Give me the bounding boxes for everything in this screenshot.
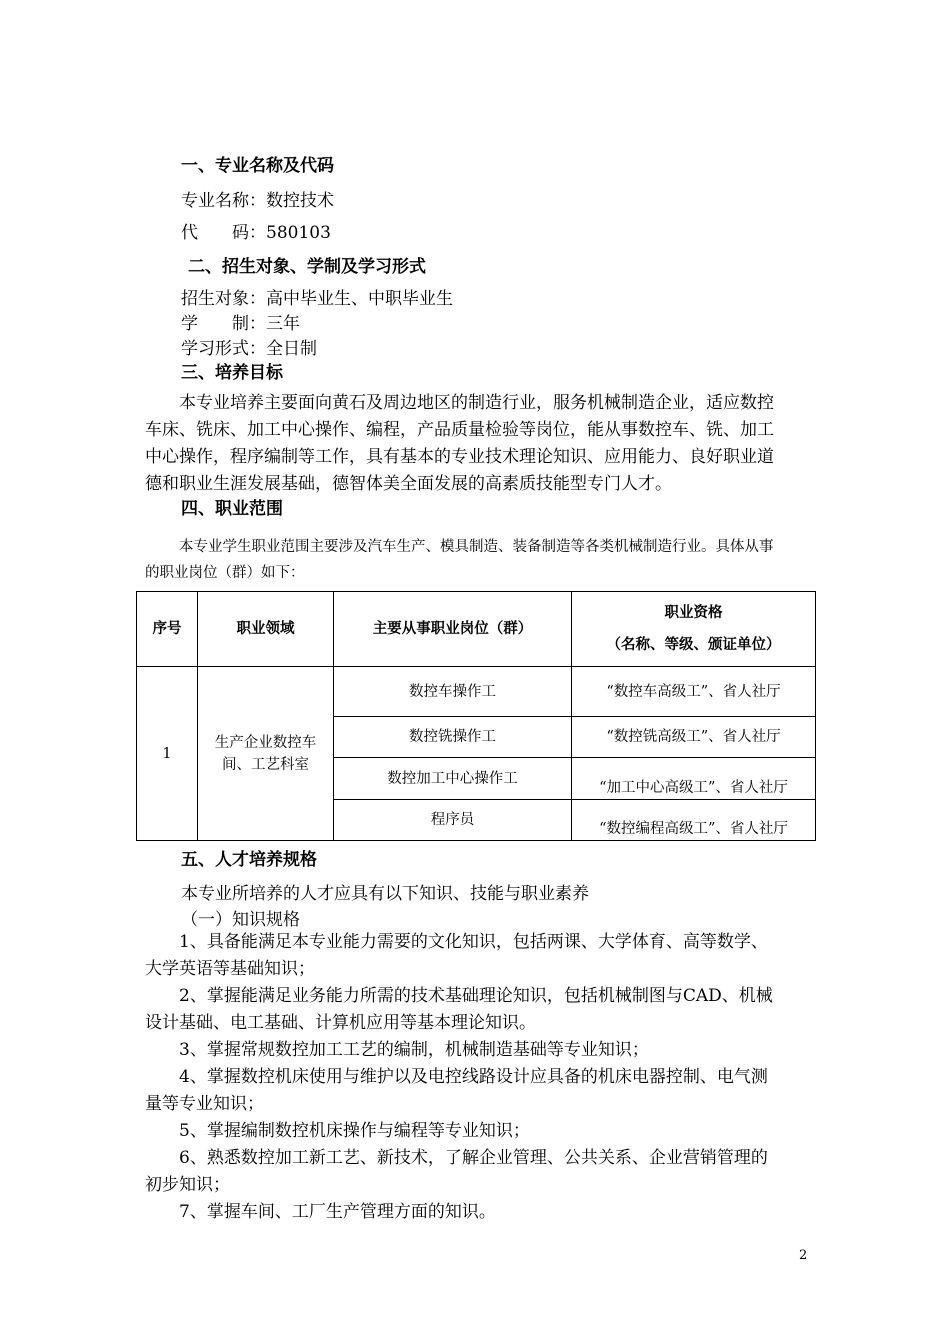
post-cell: 数控车操作工 xyxy=(334,667,572,717)
table-row xyxy=(137,667,816,717)
header-field: 职业领域 xyxy=(198,592,334,667)
list-item: 1、具备能满足本专业能力需要的文化知识，包括两课、大学体育、高等数学、大学英语等基础知识； xyxy=(145,932,768,979)
list-item: 6、熟悉数控加工新工艺、新技术，了解企业管理、公共关系、企业营销管理的初步知识； xyxy=(145,1148,768,1195)
study-duration-line: 学 制：三年 xyxy=(181,314,300,334)
list-item: 3、掌握常规数控加工工艺的编制，机械制造基础等专业知识； xyxy=(179,1040,649,1060)
section-4-heading: 四、职业范围 xyxy=(181,499,283,519)
qualification-cell: “加工中心高级工”、省人社厅 xyxy=(599,780,788,796)
header-qualification-title: 职业资格 xyxy=(664,605,723,621)
training-goal-paragraph: 本专业培养主要面向黄石及周边地区的制造行业，服务机械制造企业，适应数控车床、铣床、加工中心操作、编程，产品质量检验等岗位，能从事数控车、铣、加工中心操作，程序编制等工作，具有基本的专业技术理论知识、应用能力、良好职业道德和职业生涯发展基础，德智体美全面发展的高素质技能型专门人才。 xyxy=(145,393,774,494)
enrollment-target-line: 招生对象：高中毕业生、中职毕业生 xyxy=(181,289,453,309)
section-5-heading: 五、人才培养规格 xyxy=(181,850,317,870)
row-number-cell: 1 xyxy=(137,667,198,841)
qualification-cell-wrap xyxy=(572,800,816,841)
spec-intro: 本专业所培养的人才应具有以下知识、技能与职业素养 xyxy=(181,884,589,904)
post-cell: 数控铣操作工 xyxy=(334,717,572,758)
career-field-cell: 生产企业数控车间、工艺科室 xyxy=(198,667,334,841)
post-cell: 数控加工中心操作工 xyxy=(334,758,572,800)
section-3-heading: 三、培养目标 xyxy=(181,363,283,383)
post-cell: 程序员 xyxy=(334,800,572,841)
major-code-line: 代 码：580103 xyxy=(181,223,331,243)
major-name-line: 专业名称：数控技术 xyxy=(181,191,334,211)
header-qualification xyxy=(572,592,816,667)
header-posts: 主要从事职业岗位（群） xyxy=(334,592,572,667)
qualification-cell: “数控编程高级工”、省人社厅 xyxy=(599,821,788,837)
career-table xyxy=(136,591,816,841)
study-form-line: 学习形式：全日制 xyxy=(181,339,317,359)
table-header-row xyxy=(137,592,816,667)
list-item: 7、掌握车间、工厂生产管理方面的知识。 xyxy=(179,1202,496,1222)
header-qualification-subtitle: （名称、等级、颁证单位） xyxy=(606,637,781,653)
qualification-cell-wrap xyxy=(572,758,816,800)
career-scope-intro: 本专业学生职业范围主要涉及汽车生产、模具制造、装备制造等各类机械制造行业。具体从事的职业岗位（群）如下： xyxy=(145,539,774,581)
qualification-cell: “数控车高级工”、省人社厅 xyxy=(572,667,816,717)
knowledge-spec-subheading: （一）知识规格 xyxy=(181,910,300,930)
list-item: 4、掌握数控机床使用与维护以及电控线路设计应具备的机床电器控制、电气测量等专业知识； xyxy=(145,1067,768,1114)
list-item: 5、掌握编制数控机床操作与编程等专业知识； xyxy=(179,1121,530,1141)
section-2-heading: 二、招生对象、学制及学习形式 xyxy=(188,257,426,277)
list-item: 2、掌握能满足业务能力所需的技术基础理论知识，包括机械制图与CAD、机械设计基础、电工基础、计算机应用等基本理论知识。 xyxy=(145,986,773,1033)
section-1-heading: 一、专业名称及代码 xyxy=(181,156,334,176)
page-number: 2 xyxy=(799,1248,808,1263)
knowledge-list xyxy=(145,929,781,1226)
header-number: 序号 xyxy=(137,592,198,667)
qualification-cell: “数控铣高级工”、省人社厅 xyxy=(572,717,816,758)
